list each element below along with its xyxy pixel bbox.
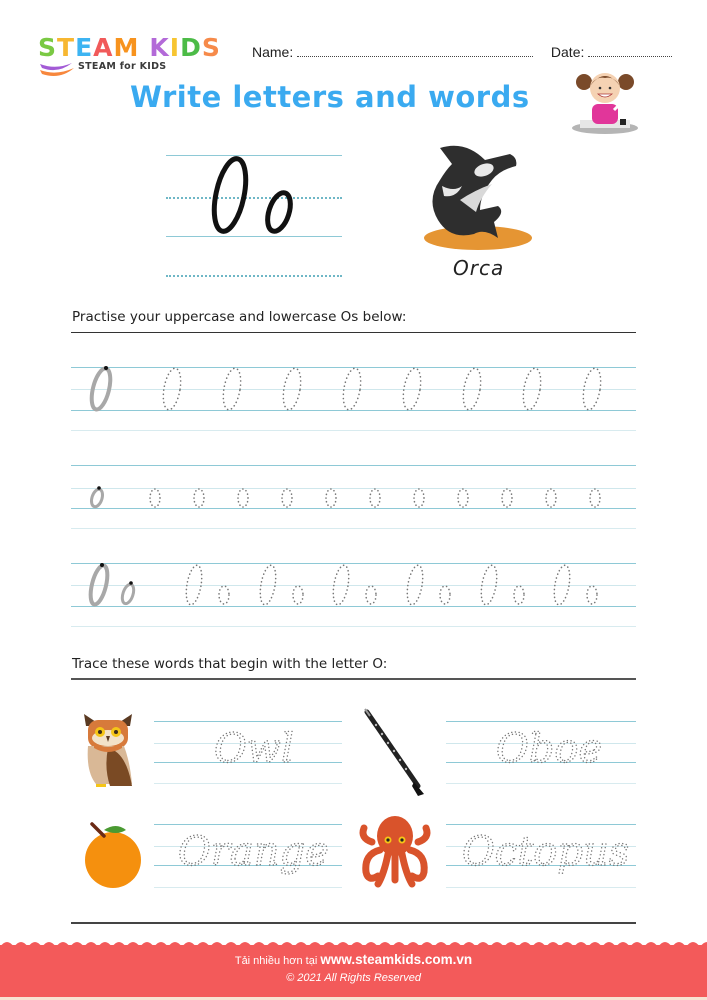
trace-word-orange[interactable] — [154, 819, 342, 893]
orca-label: Orca — [453, 256, 505, 280]
model-letter-o — [89, 486, 104, 508]
steam-kids-logo — [38, 34, 238, 80]
model-letters-Oo — [87, 563, 135, 606]
logo-wordmark — [38, 34, 221, 62]
trace-word-owl[interactable] — [154, 716, 342, 790]
section-divider — [71, 332, 636, 333]
svg-text:Oboe: Oboe — [496, 726, 603, 772]
logo-letter: S — [38, 33, 58, 62]
svg-text:Octopus: Octopus — [462, 829, 630, 875]
traced-letters-O — [160, 367, 603, 411]
footer — [0, 945, 707, 1000]
mixed-Oo-trace-row[interactable] — [71, 560, 636, 610]
name-date-row — [252, 44, 672, 60]
orca-icon — [420, 140, 540, 252]
logo-letter: M — [113, 33, 140, 62]
guide-line-bottom — [166, 275, 342, 277]
name-label: Name: — [252, 44, 294, 60]
words-instruction: Trace these words that begin with the letter O: — [72, 656, 388, 672]
date-label: Date: — [550, 44, 585, 60]
practice-instruction: Practise your uppercase and lowercase Os below: — [72, 309, 407, 325]
section-divider — [71, 678, 636, 680]
trace-word-octopus[interactable] — [446, 819, 636, 893]
model-letter-O — [88, 366, 114, 411]
logo-letter: I — [169, 33, 181, 62]
logo-letter: E — [75, 33, 94, 62]
name-field[interactable] — [297, 47, 533, 57]
girl-writing-icon — [570, 66, 640, 136]
page-title: Write letters and words — [130, 80, 530, 114]
guide-line-top — [71, 465, 636, 466]
bottom-divider — [71, 922, 636, 924]
logo-subtitle: STEAM for KIDS — [78, 61, 167, 72]
guide-line-bottom — [71, 430, 636, 431]
logo-letter: D — [180, 33, 202, 62]
owl-icon — [80, 712, 136, 788]
uppercase-O-trace-row[interactable] — [71, 362, 636, 414]
trace-word-oboe[interactable] — [446, 716, 636, 790]
oboe-icon — [362, 708, 432, 798]
octopus-icon — [358, 814, 432, 890]
date-field[interactable] — [588, 47, 672, 57]
hero-letters-Oo — [205, 155, 305, 240]
footer-copyright: © 2021 All Rights Reserved — [286, 972, 421, 984]
scallop-border — [0, 937, 707, 947]
logo-letter: S — [201, 33, 221, 62]
traced-letters-o — [150, 489, 600, 507]
logo-letter: T — [57, 33, 76, 62]
guide-line-bottom — [71, 626, 636, 627]
lowercase-o-trace-row[interactable] — [71, 484, 636, 512]
footer-prefix: Tải nhiều hơn tại — [234, 955, 318, 967]
logo-letter: A — [93, 33, 114, 62]
orange-icon — [82, 822, 144, 890]
svg-text:Owl: Owl — [214, 726, 294, 772]
svg-text:Orange: Orange — [178, 829, 329, 875]
logo-letter: K — [149, 33, 170, 62]
logo-swoosh-icon — [38, 60, 78, 78]
footer-download-line — [0, 952, 707, 967]
traced-letters-Oo — [184, 564, 597, 606]
footer-url-link[interactable]: www.steamkids.com.vn — [320, 952, 473, 967]
guide-line-bottom — [71, 528, 636, 529]
